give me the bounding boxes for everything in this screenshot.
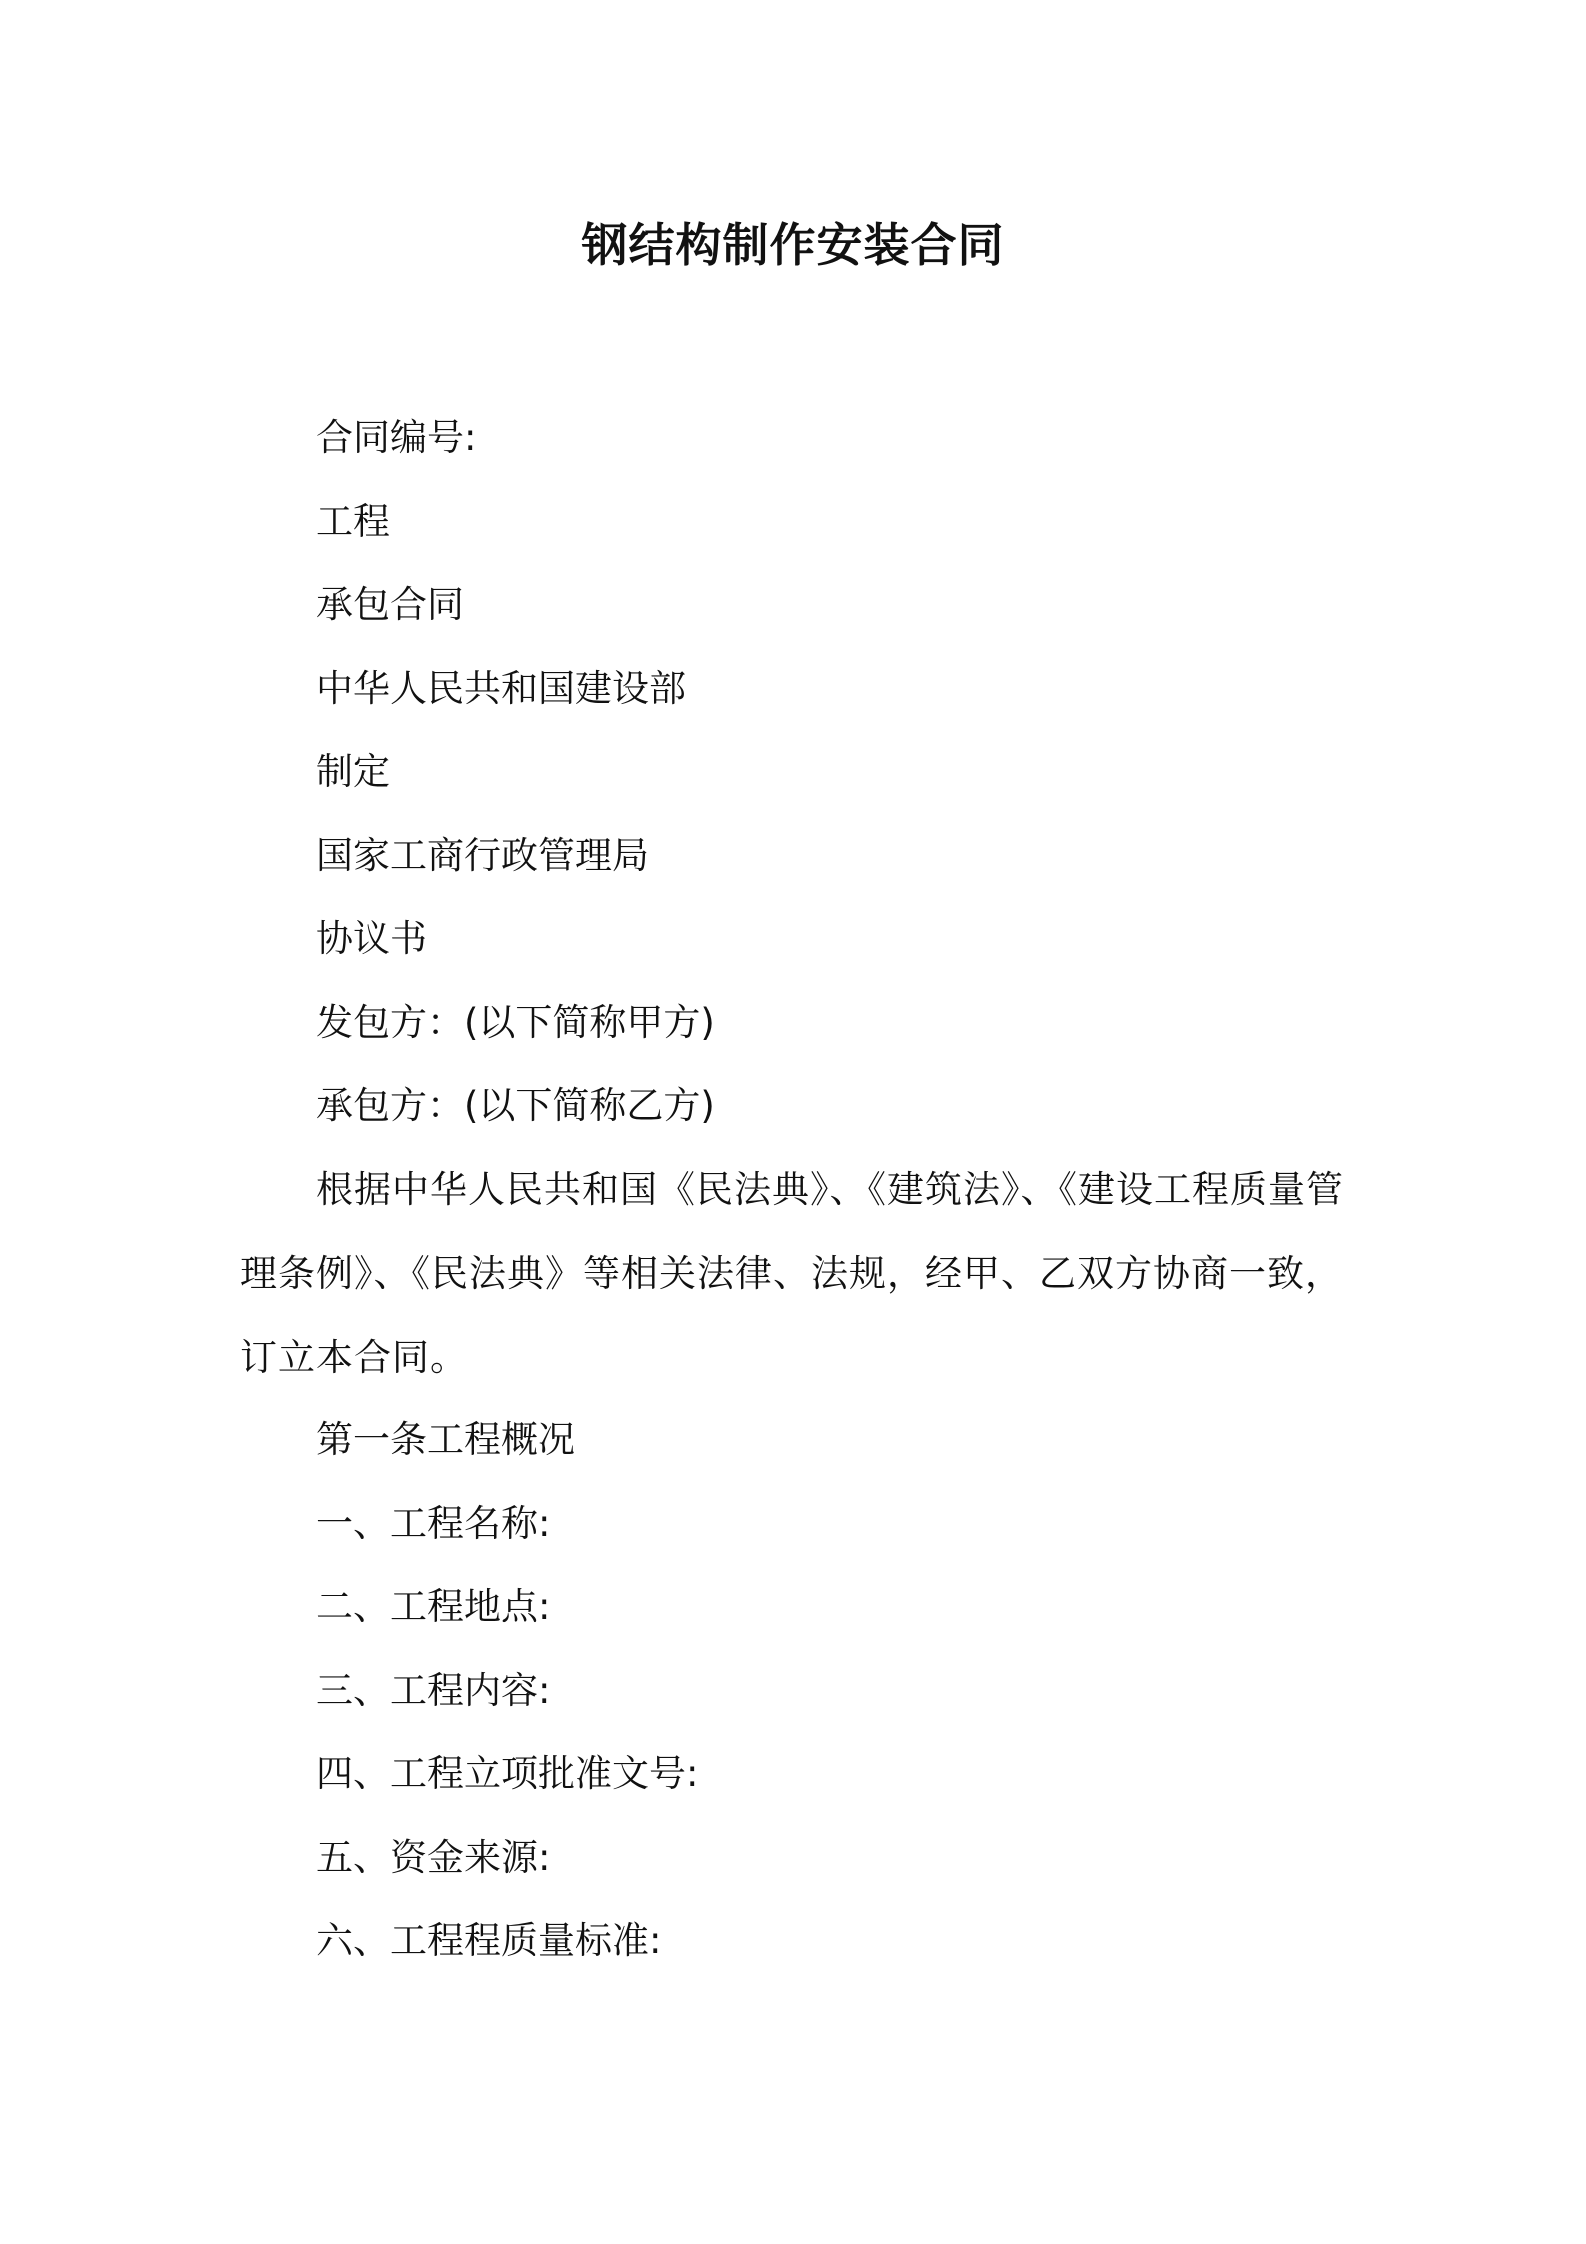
agreement-heading: 协议书 [316, 917, 427, 960]
quality-standard-line: 六、工程程质量标准: [316, 1919, 662, 1962]
formulated-line: 制定 [316, 750, 390, 793]
preamble-paragraph: 根据中华人民共和国《民法典》、《建筑法》、《建设工程质量管理条例》、《民法典》等相关法律、法规，经甲、乙双方协商一致，订立本合同。 [240, 1168, 1344, 1379]
project-line: 工程 [316, 500, 390, 543]
article-one-heading: 第一条工程概况 [316, 1418, 575, 1461]
project-location-line: 二、工程地点: [316, 1585, 551, 1628]
contract-type-line: 承包合同 [316, 583, 464, 626]
document-title: 钢结构制作安装合同 [581, 218, 1005, 272]
project-content-line: 三、工程内容: [316, 1669, 551, 1712]
project-name-line: 一、工程名称: [316, 1502, 551, 1545]
funding-source-line: 五、资金来源: [316, 1836, 551, 1879]
party-a-line: 发包方：(以下简称甲方) [316, 1001, 715, 1044]
approval-number-line: 四、工程立项批准文号: [316, 1752, 699, 1795]
party-b-line: 承包方：(以下简称乙方) [316, 1084, 715, 1127]
issuer-line: 中华人民共和国建设部 [316, 667, 686, 710]
contract-number-label: 合同编号: [316, 416, 477, 459]
co-issuer-line: 国家工商行政管理局 [316, 834, 649, 877]
